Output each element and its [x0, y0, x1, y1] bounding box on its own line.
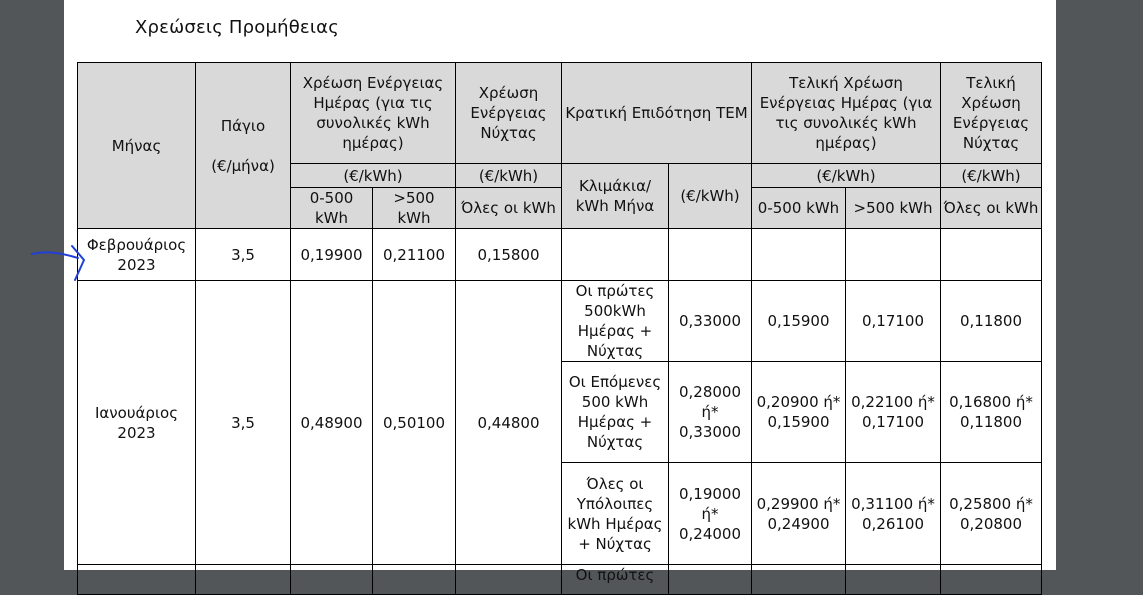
day-0-500-cell: 0,48900	[291, 281, 373, 565]
subsidy-cell: 0,19000 ή* 0,24000	[669, 463, 752, 565]
day-range-0-500-header: 0-500 kWh	[291, 188, 373, 229]
final-0-500-cell: 0,15900	[752, 281, 846, 362]
table-row	[78, 281, 1042, 362]
empty-cell	[752, 229, 846, 281]
subsidy-value: 0,28000 ή* 0,33000	[678, 383, 742, 441]
table-row	[78, 229, 1042, 281]
final-over-500-cell: 0,31100 ή* 0,26100	[846, 463, 941, 565]
tier-cell	[562, 565, 669, 595]
empty-cell	[291, 565, 373, 595]
day-energy-header: Χρέωση Ενέργειας Ημέρας (για τις συνολικές kWh ημέρας)	[291, 63, 456, 164]
empty-cell	[941, 565, 1042, 595]
subsidy-unit-header: (€/kWh)	[669, 164, 752, 229]
final-night-unit-header: (€/kWh)	[941, 164, 1042, 188]
month-cell: Φεβρουάριος 2023	[78, 229, 196, 281]
final-0-500-cell: 0,20900 ή* 0,15900	[752, 362, 846, 463]
empty-cell	[752, 565, 846, 595]
day-range-over-500-header: >500 kWh	[373, 188, 456, 229]
day-over-500-cell: 0,21100	[373, 229, 456, 281]
final-over-500-cell: 0,22100 ή* 0,17100	[846, 362, 941, 463]
header-row-1	[78, 63, 1042, 164]
final-range-over-500-header: >500 kWh	[846, 188, 941, 229]
tiers-header: Κλιμάκια/ kWh Μήνα	[562, 164, 669, 229]
final-over-500-cell: 0,17100	[846, 281, 941, 362]
empty-cell	[941, 229, 1042, 281]
final-night-all-kwh-header: Όλες οι kWh	[941, 188, 1042, 229]
empty-cell	[562, 229, 669, 281]
final-night-cell: 0,11800	[941, 281, 1042, 362]
fixed-fee-header	[196, 63, 291, 229]
tier-cell: Οι πρώτες 500kWh Ημέρας + Νύχτας	[562, 281, 669, 362]
empty-cell	[373, 565, 456, 595]
fixed-fee-unit: (€/μήνα)	[211, 156, 275, 175]
table-row	[78, 565, 1042, 595]
night-cell: 0,44800	[456, 281, 562, 565]
empty-cell	[456, 565, 562, 595]
tier-fragment: Οι πρώτες	[575, 566, 655, 584]
final-night-cell: 0,25800 ή* 0,20800	[941, 463, 1042, 565]
day-over-500-cell: 0,50100	[373, 281, 456, 565]
fees-table	[77, 62, 1042, 595]
empty-cell	[196, 565, 291, 595]
final-day-header: Τελική Χρέωση Ενέργειας Ημέρας (για τις συνολικές kWh ημέρας)	[752, 63, 941, 164]
final-night-header: Τελική Χρέωση Ενέργειας Νύχτας	[941, 63, 1042, 164]
month-header: Μήνας	[78, 63, 196, 229]
empty-cell	[78, 565, 196, 595]
day-0-500-cell: 0,19900	[291, 229, 373, 281]
final-0-500-cell: 0,29900 ή* 0,24900	[752, 463, 846, 565]
night-energy-header: Χρέωση Ενέργειας Νύχτας	[456, 63, 562, 164]
final-range-0-500-header: 0-500 kWh	[752, 188, 846, 229]
document-page	[64, 0, 1056, 584]
tier-cell: Οι Επόμενες 500 kWh Ημέρας + Νύχτας	[562, 362, 669, 463]
empty-cell	[669, 229, 752, 281]
empty-cell	[846, 229, 941, 281]
final-night-cell: 0,16800 ή* 0,11800	[941, 362, 1042, 463]
month-cell: Ιανουάριος 2023	[78, 281, 196, 565]
night-unit-header: (€/kWh)	[456, 164, 562, 188]
subsidy-cell: 0,33000	[669, 281, 752, 362]
day-unit-header: (€/kWh)	[291, 164, 456, 188]
final-day-unit-header: (€/kWh)	[752, 164, 941, 188]
fixed-fee-label: Πάγιο	[220, 116, 266, 135]
subsidy-cell	[669, 362, 752, 463]
fixed-fee-cell: 3,5	[196, 229, 291, 281]
night-all-kwh-header: Όλες οι kWh	[456, 188, 562, 229]
empty-cell	[846, 565, 941, 595]
night-cell: 0,15800	[456, 229, 562, 281]
empty-cell	[669, 565, 752, 595]
section-title: Χρεώσεις Προμήθειας	[135, 17, 339, 38]
subsidy-header: Κρατική Επιδότηση ΤΕΜ	[562, 63, 752, 164]
tier-cell: Όλες οι Υπόλοιπες kWh Ημέρας + Νύχτας	[562, 463, 669, 565]
fixed-fee-cell: 3,5	[196, 281, 291, 565]
